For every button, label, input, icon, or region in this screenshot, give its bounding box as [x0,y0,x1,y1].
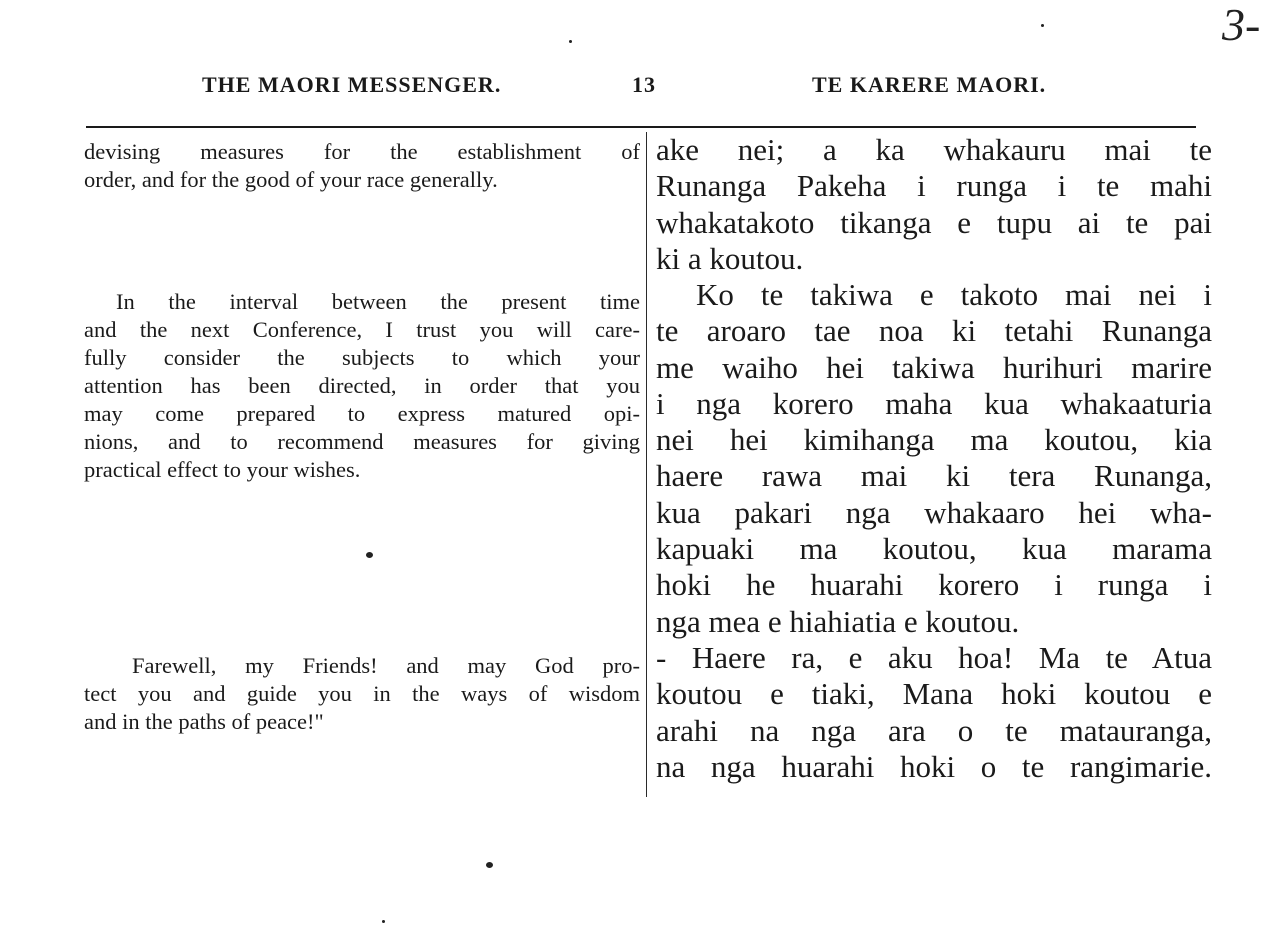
text-line: ki a koutou. [656,240,804,276]
text-line: Ko te takiwa e takoto mai nei i [696,277,1212,312]
text-line: kua pakari nga whakaaro hei wha- [656,494,1212,530]
text-line: may come prepared to express matured opi- [84,401,640,426]
text-line: arahi na nga ara o te matauranga, [656,712,1212,748]
ink-speck [486,862,493,868]
text-line: whakatakoto tikanga e tupu ai te pai [656,204,1212,240]
english-paragraph-2 [84,288,640,484]
text-line: and the next Conference, I trust you will care- [84,317,640,342]
text-line: order, and for the good of your race generally. [84,167,498,192]
text-line: koutou e tiaki, Mana hoki koutou e [656,676,1212,712]
maori-paragraph-3 [656,640,1212,785]
text-line: attention has been directed, in order that you [84,373,640,398]
text-line: nga mea e hiahiatia e koutou. [656,603,1020,639]
text-line: nei hei kimihanga ma koutou, kia [656,422,1212,458]
text-line: kapuaki ma koutou, kua marama [656,531,1212,567]
maori-paragraph-2 [656,277,1212,640]
text-line: me waiho hei takiwa hurihuri marire [656,349,1212,385]
text-line: te aroaro tae noa ki tetahi Runanga [656,313,1212,349]
header-title-maori: TE KARERE MAORI. [812,72,1047,97]
ink-speck [366,552,373,558]
text-line: na nga huarahi hoki o te rangimarie. [656,748,1212,784]
text-line: and in the paths of peace!" [84,709,324,734]
text-line: Farewell, my Friends! and may God pro- [132,653,640,678]
text-line: fully consider the subjects to which your [84,345,640,370]
english-paragraph-1 [84,138,640,194]
text-line: i nga korero maha kua whakaaturia [656,385,1212,421]
text-line: In the interval between the present time [116,289,640,314]
page-mark: 3- [1222,0,1261,50]
ink-speck [382,920,385,923]
text-line: - Haere ra, e aku hoa! Ma te Atua [656,640,1212,675]
text-line: Runanga Pakeha i runga i te mahi [656,168,1212,204]
header-title-english: THE MAORI MESSENGER. [202,72,502,97]
english-paragraph-3 [84,652,640,736]
page-number: 13 [632,72,656,97]
text-line: nions, and to recommend measures for giving [84,429,640,454]
text-line: ake nei; a ka whakauru mai te [656,132,1212,167]
text-line: devising measures for the establishment of [84,139,640,164]
text-line: haere rawa mai ki tera Runanga, [656,458,1212,494]
running-header [0,72,1280,112]
ink-speck [1041,24,1044,27]
header-rule [86,126,1196,128]
maori-paragraph-1 [656,132,1212,277]
text-line: practical effect to your wishes. [84,457,361,482]
text-line: hoki he huarahi korero i runga i [656,567,1212,603]
ink-speck [569,40,572,43]
text-line: tect you and guide you in the ways of wisdom [84,681,640,706]
column-divider [646,132,647,797]
